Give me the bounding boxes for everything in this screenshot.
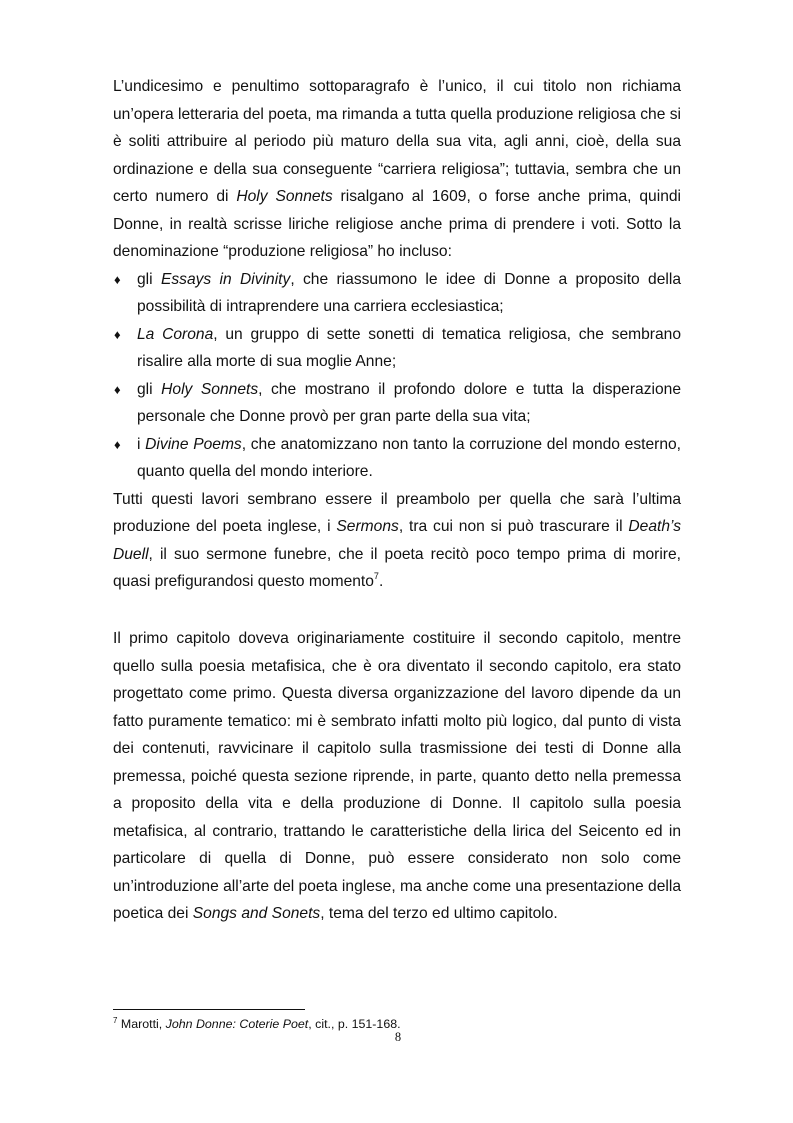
list-item: ♦ La Corona, un gruppo di sette sonetti di tematica religiosa, che sembrano risalire alla morte di sua moglie Anne; <box>113 321 681 376</box>
italic-title: Holy Sonnets <box>161 380 259 398</box>
italic-title: Sermons <box>336 518 399 535</box>
list-item: ♦ i Divine Poems, che anatomizzano non tanto la corruzione del mondo esterno, quanto quella del mondo interiore. <box>113 431 681 486</box>
footnote-separator <box>113 1009 305 1010</box>
list-item: ♦ gli Essays in Divinity, che riassumono le idee di Donne a proposito della possibilità di intraprendere una carriera ecclesiastica; <box>113 266 681 321</box>
italic-title: Holy Sonnets <box>236 188 333 205</box>
italic-title: Songs and Sonets <box>192 905 321 922</box>
diamond-bullet-icon: ♦ <box>114 381 121 397</box>
paragraph-chapter-order: Il primo capitolo doveva originariamente costituire il secondo capitolo, mentre quello sulla poesia metafisica, che è ora diventato il secondo capitolo, era stato progettato come primo. Questa diversa organizzazione del lavoro dipende da un fatto puramente tematico: mi è sembrato infatti molto più logico, dal punto di vista dei contenuti, ravvicinare il capitolo sulla trasmissione dei testi di Donne alla premessa, poiché questa sezione riprende, in parte, quanto detto nella premessa a proposito della vita e della produzione di Donne. Il capitolo sulla poesia metafisica, al contrario, trattando le caratteristiche della lirica del Seicento ed in particolare di quella di Donne, può essere considerato non solo come un’introduzione all’arte del poeta inglese, ma anche come una presentazione della poetica dei Songs and Sonets, tema del terzo ed ultimo capitolo. <box>113 630 681 922</box>
body-text-upper <box>113 73 681 596</box>
list-item: ♦ gli Holy Sonnets, che mostrano il profondo dolore e tutta la disperazione personale che Donne provò per gran parte della sua vita; <box>113 376 681 431</box>
diamond-bullet-icon: ♦ <box>114 326 121 342</box>
italic-title: Divine Poems <box>145 435 242 453</box>
diamond-bullet-icon: ♦ <box>114 271 121 287</box>
italic-title: La Corona <box>137 325 214 343</box>
diamond-bullet-icon: ♦ <box>114 436 121 452</box>
italic-title: John Donne: Coterie Poet <box>165 1017 309 1031</box>
body-text-lower <box>113 625 681 928</box>
paragraph-after-list: Tutti questi lavori sembrano essere il preambolo per quella che sarà l’ultima produzione del poeta inglese, i Sermons, tra cui non si può trascurare il Death’s Duell, il suo sermone funebre, che il poeta recitò poco tempo prima di morire, quasi prefigurandosi questo momento$^7$. <box>113 490 681 590</box>
footnote-number: 7 <box>113 1016 118 1025</box>
bullet-list <box>113 266 681 486</box>
page-number: 8 <box>394 1030 402 1044</box>
paragraph-intro: L’undicesimo e penultimo sottoparagrafo è l’unico, il cui titolo non richiama un’opera letteraria del poeta, ma rimanda a tutta quella produzione religiosa che si è soliti attribuire al periodo più maturo della sua vita, agli anni, cioè, della sua ordinazione e della sua conseguente “carriera religiosa”; tuttavia, sembra che un certo numero di Holy Sonnets risalgano al 1609, o forse anche prima, quindi Donne, in realtà scrisse liriche religiose anche prima di prendere i voti. Sotto la denominazione “produzione religiosa” ho incluso: <box>113 78 682 260</box>
italic-title: Essays in Divinity <box>160 270 291 288</box>
italic-title: Death’s Duell <box>113 518 681 563</box>
footnote-reference[interactable]: 7 <box>373 571 379 581</box>
footnote: $^7$ Marotti, John Donne: Coterie Poet, cit., p. 151-168. <box>113 1016 401 1031</box>
